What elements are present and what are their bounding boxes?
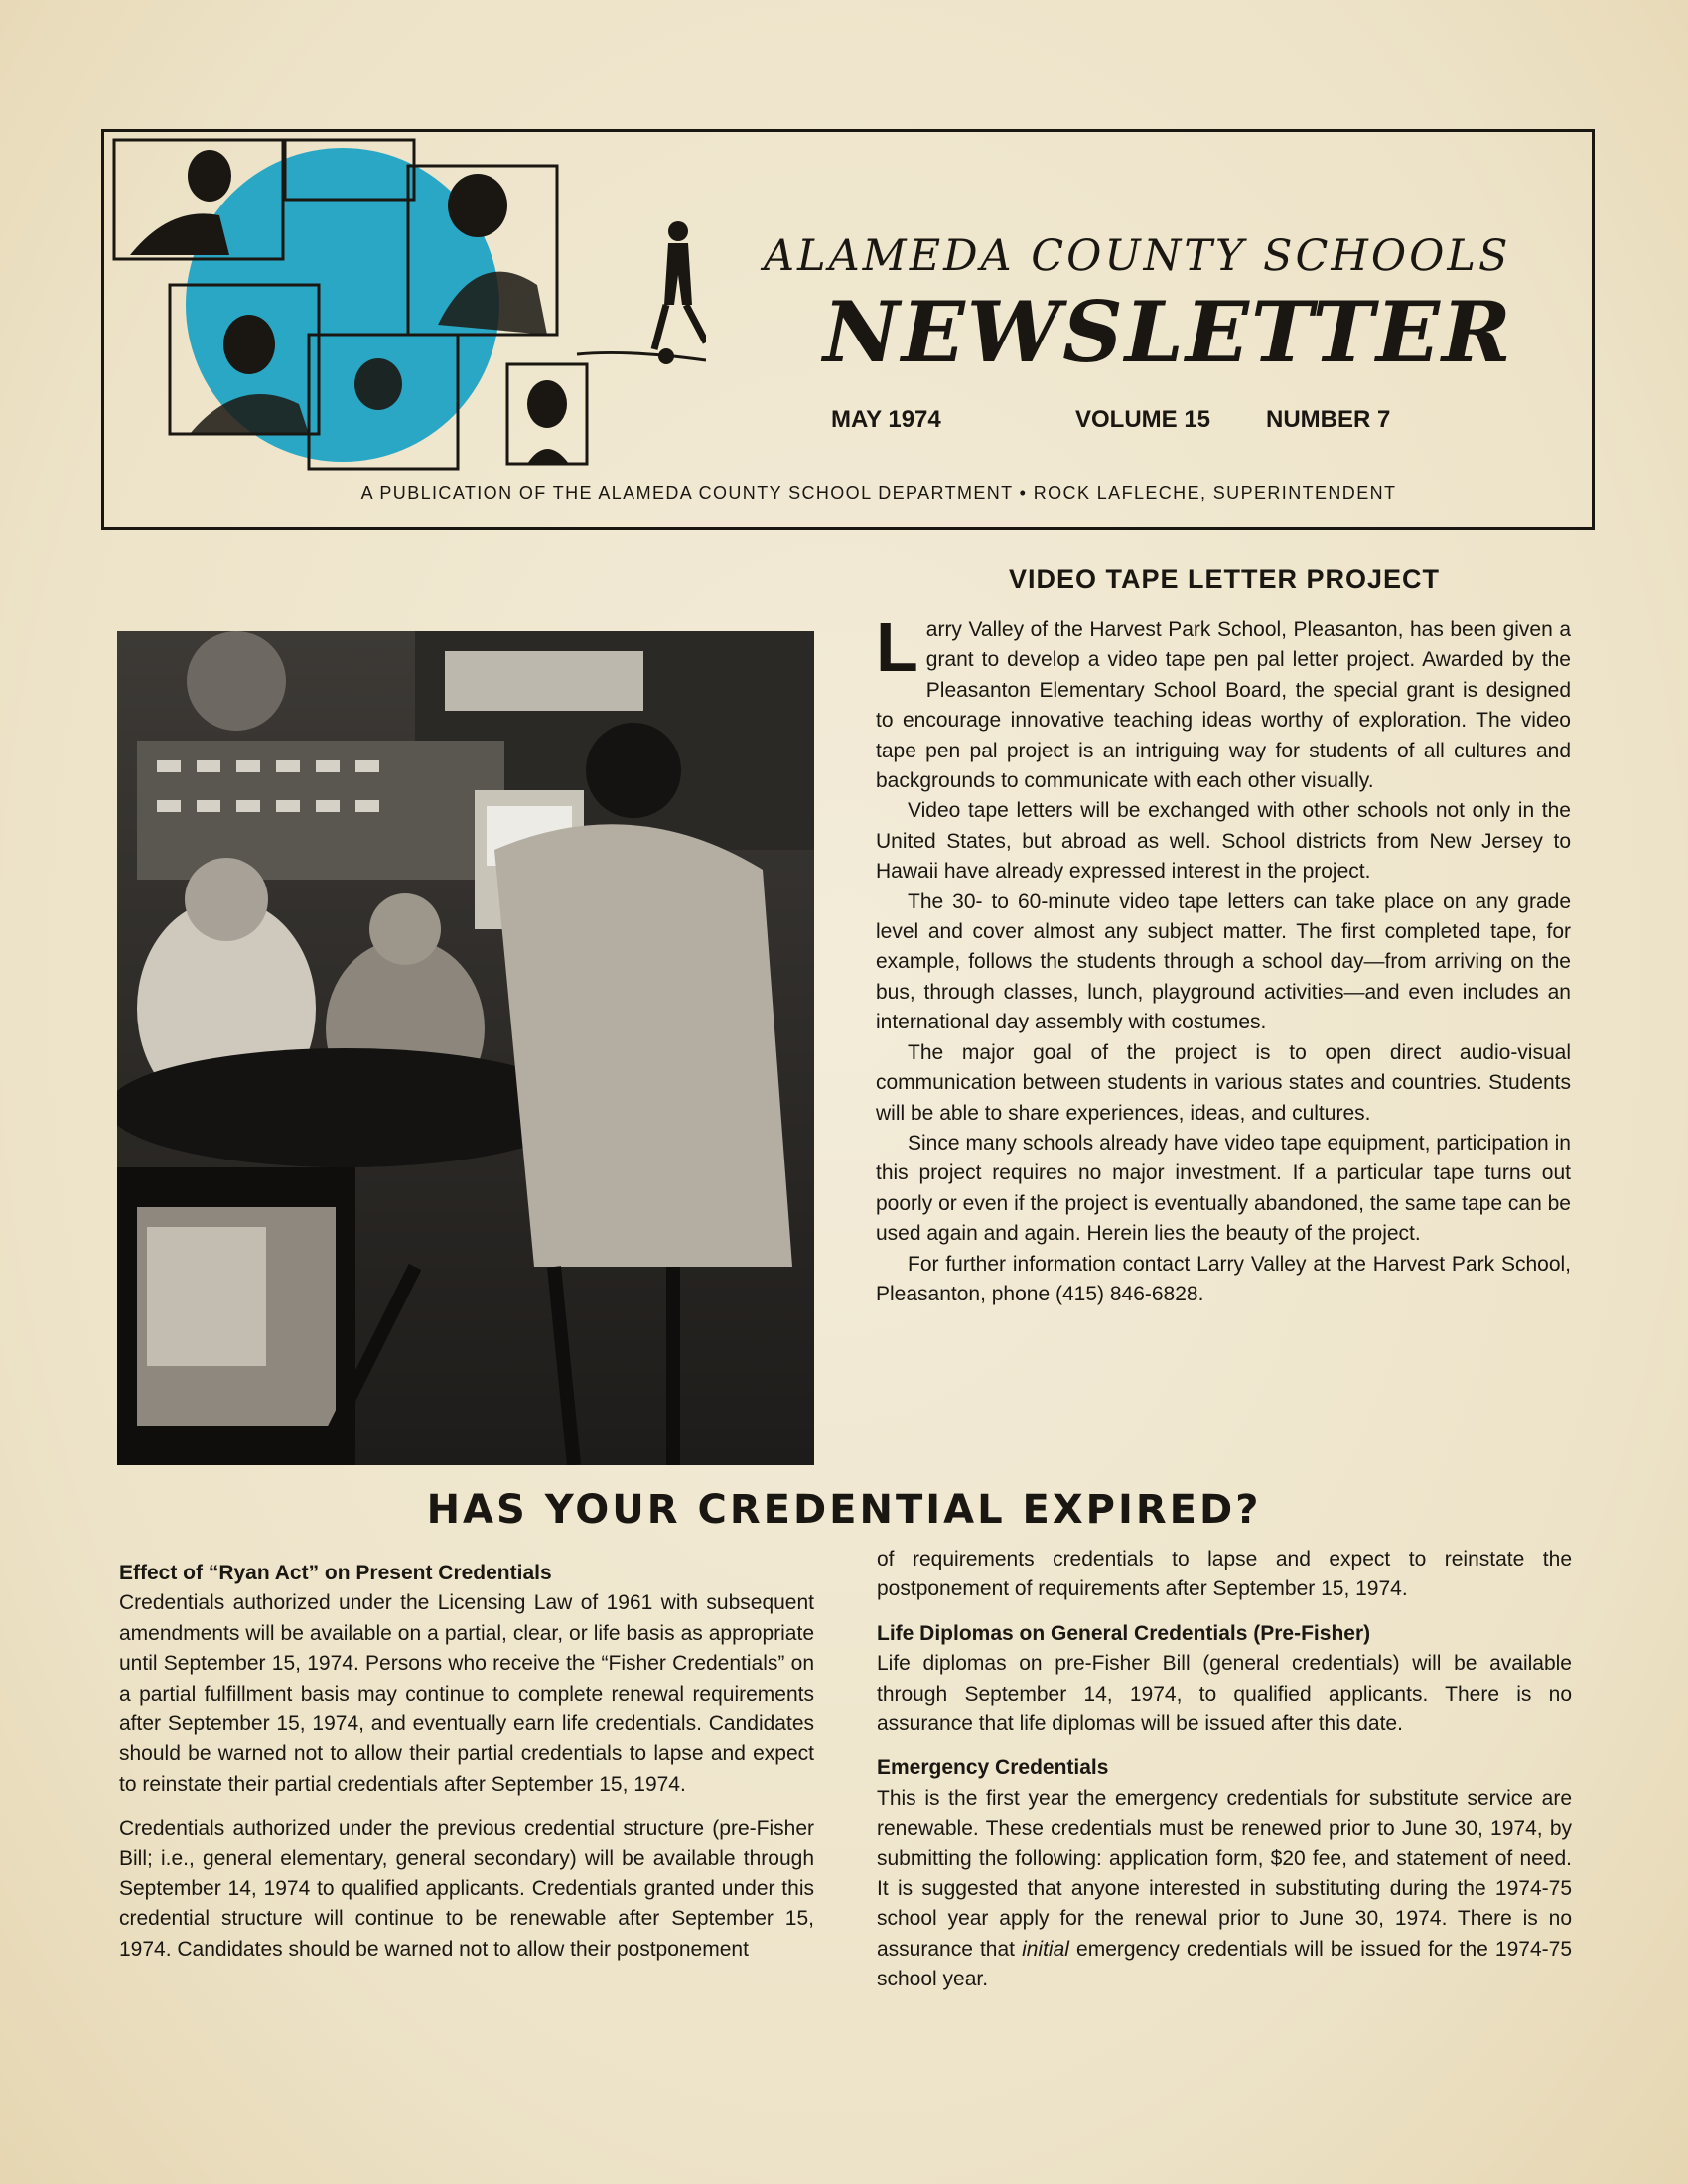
credential-paragraph: [877, 1784, 1572, 1995]
video-article-body: [876, 615, 1571, 1469]
masthead-county-name: ALAMEDA COUNTY SCHOOLS: [764, 231, 1511, 281]
credential-paragraph: Credentials authorized under the Licensing Law of 1961 with subsequent amendments will be available on a partial, clear, or life basis as appropriate until September 15, 1974. Persons who receive the “Fisher Credentials” on a partial fulfillment basis may continue to complete renewal requirements after September 15, 1974, and eventually earn life credentials. Candidates should be warned not to allow their partial credentials to lapse and expect to reinstate their partial credentials after September 15, 1974.: [119, 1591, 814, 1796]
credential-paragraph: Credentials authorized under the previous credential structure (pre-Fisher Bill; i.e., general elementary, general secondary) will be available through September 14, 1974 to qualified applicants. Credentials granted under this credential structure will continue to be renewable after September 15, 1974. Candidates should be warned not to allow their postponement: [119, 1817, 814, 1961]
emphasized-word: initial: [1022, 1937, 1069, 1961]
masthead-title: NEWSLETTER: [823, 283, 1513, 381]
video-article-paragraph: Since many schools already have video tape equipment, participation in this project requires no major investment. If a particular tape turns out poorly or even if the project is eventually abandoned, the same tape can be used again and again. Herein lies the beauty of the project.: [876, 1131, 1571, 1246]
video-article-paragraph: For further information contact Larry Valley at the Harvest Park School, Pleasanton, phone (415) 846-6828.: [876, 1252, 1571, 1305]
credential-paragraph: Life diplomas on pre-Fisher Bill (general credentials) will be available through September 14, 1974, to qualified applicants. There is no assurance that life diplomas will be issued after this date.: [877, 1652, 1572, 1736]
publication-line: A PUBLICATION OF THE ALAMEDA COUNTY SCHOOL DEPARTMENT • ROCK LAFLECHE, SUPERINTENDENT: [360, 483, 1397, 503]
masthead: [101, 129, 1595, 530]
issue-volume: VOLUME 15: [1075, 406, 1211, 433]
drop-cap: L: [876, 615, 918, 686]
credential-text: This is the first year the emergency credentials for substitute service are renewable. These credentials must be renewed prior to June 30, 1974, by submitting the following: application form, $20 fee, and statement of need. It is suggested that anyone interested in substituting during the 1974-75 school year apply for the renewal prior to June 30, 1974. There is no assurance that: [877, 1786, 1572, 1961]
credential-right-column: [877, 1545, 1572, 2065]
issue-date: MAY 1974: [831, 406, 941, 433]
video-article-paragraph: The 30- to 60-minute video tape letters can take place on any grade level and cover almost any subject matter. The first completed tape, for example, follows the students through a school day—from arriving on the bus, through classes, lunch, playground activities—and even includes an international day assembly with costumes.: [876, 889, 1571, 1034]
section-heading: Emergency Credentials: [877, 1756, 1109, 1780]
video-article-paragraph: The major goal of the project is to open direct audio-visual communication between students in various states and countries. Students will be able to share experiences, ideas, and cultures.: [876, 1040, 1571, 1125]
video-article-paragraph: [876, 615, 1571, 796]
section-heading: Effect of “Ryan Act” on Present Credentials: [119, 1562, 552, 1584]
students-video-recording-photo: [117, 631, 814, 1465]
section-heading: Life Diplomas on General Credentials (Pre-Fisher): [877, 1621, 1371, 1645]
masthead-collage-illustration: [110, 136, 706, 474]
credential-left-column: [119, 1559, 814, 2065]
video-article-text: arry Valley of the Harvest Park School, Pleasanton, has been given a grant to develop a video tape pen pal letter project. Awarded by the Pleasanton Elementary School Board, the special grant is designed to encourage innovative teaching ideas worthy of exploration. The video tape pen pal project is an intriguing way for students of all cultures and backgrounds to communicate with each other visually.: [876, 618, 1571, 793]
credential-article-title: HAS YOUR CREDENTIAL EXPIRED?: [426, 1487, 1262, 1533]
credential-paragraph: of requirements credentials to lapse and expect to reinstate the postponement of requirements after September 15, 1974.: [877, 1548, 1572, 1601]
video-article-paragraph: Video tape letters will be exchanged with other schools not only in the United States, but abroad as well. School districts from New Jersey to Hawaii have already expressed interest in the project.: [876, 799, 1571, 884]
video-article-title: VIDEO TAPE LETTER PROJECT: [1008, 564, 1441, 594]
credential-text: emergency credentials will be issued for the 1974-75 school year.: [877, 1937, 1572, 1991]
issue-number: NUMBER 7: [1266, 406, 1391, 433]
